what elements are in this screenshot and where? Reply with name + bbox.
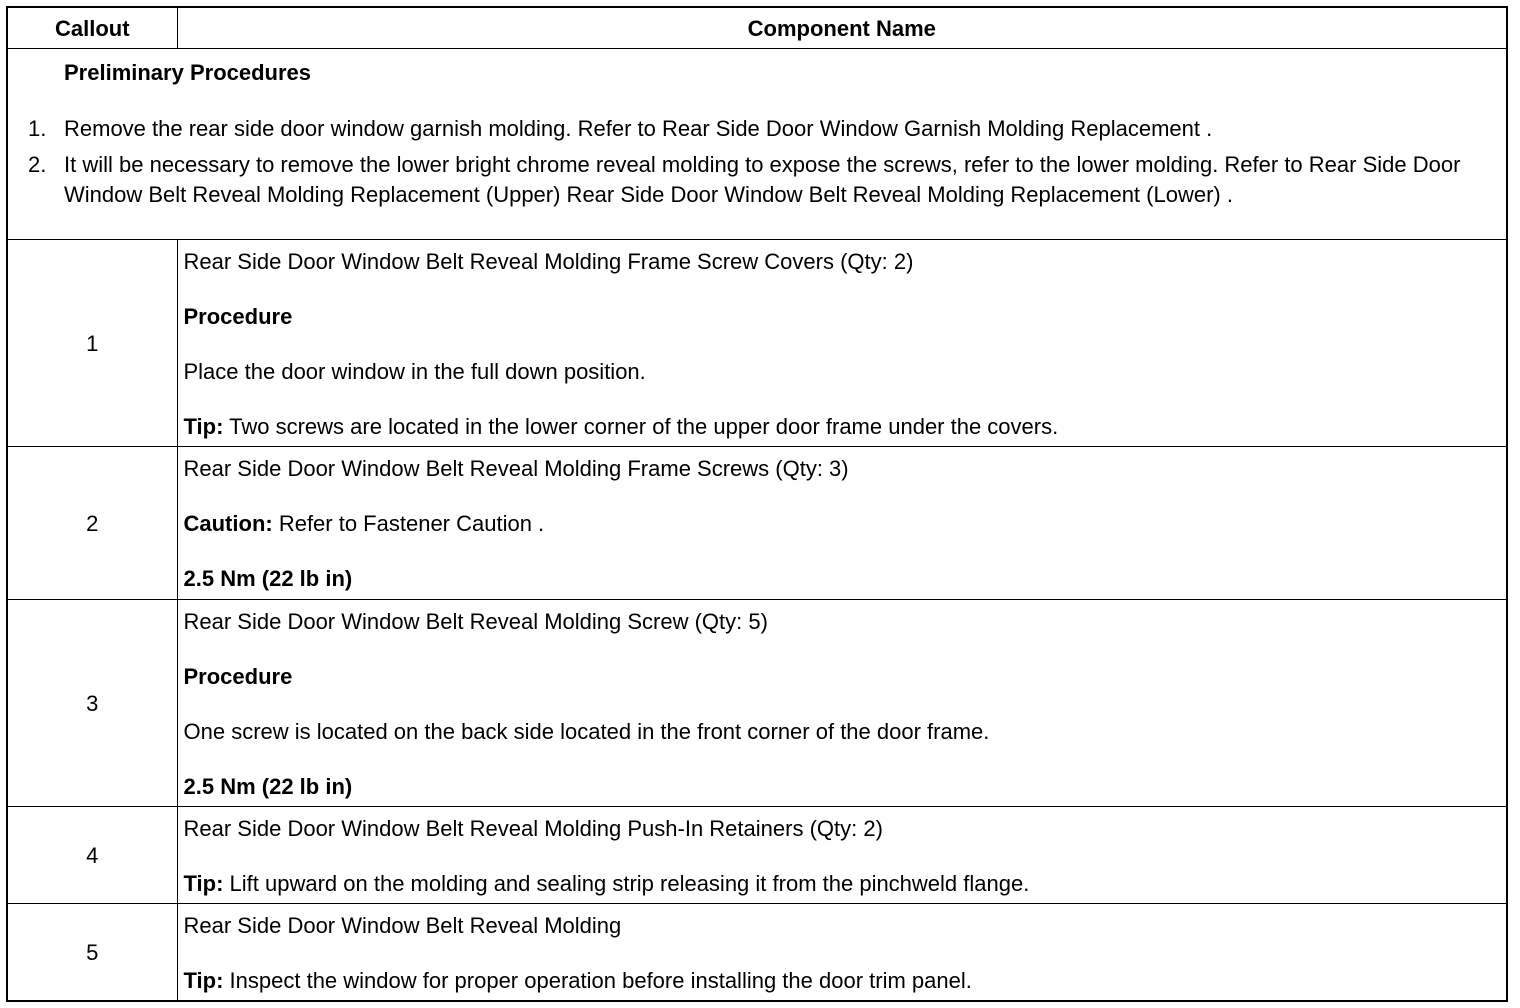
preliminary-list xyxy=(8,114,1506,210)
torque-spec: 2.5 Nm (22 lb in) xyxy=(183,566,353,591)
preliminary-step xyxy=(8,114,1506,144)
tip xyxy=(184,413,1497,440)
tip-text: Inspect the window for proper operation before installing the door trim panel. xyxy=(223,968,972,993)
callout-cell: 5 xyxy=(7,904,177,1002)
step-text: Remove the rear side door window garnish molding. Refer to Rear Side Door Window Garnish Molding Replacement . xyxy=(64,116,1213,141)
procedure-text: Place the door window in the full down position. xyxy=(183,359,646,384)
tip xyxy=(184,870,1497,897)
step-number: 1. xyxy=(28,116,47,141)
component-table xyxy=(6,6,1508,1002)
procedure-text: One screw is located on the back side located in the front corner of the door frame. xyxy=(183,719,990,744)
table-header-row xyxy=(7,7,1507,49)
table-row xyxy=(7,904,1507,1002)
component-name-header: Component Name xyxy=(177,7,1507,49)
table-row xyxy=(7,447,1507,600)
caution-label: Caution: xyxy=(183,511,273,536)
torque-spec: 2.5 Nm (22 lb in) xyxy=(183,774,353,799)
component-cell xyxy=(177,600,1507,807)
procedure-label: Procedure xyxy=(183,304,293,329)
tip-label: Tip: xyxy=(183,871,224,896)
tip-label: Tip: xyxy=(183,414,224,439)
preliminary-cell xyxy=(7,49,1507,240)
callout-header: Callout xyxy=(7,7,177,49)
tip-label: Tip: xyxy=(183,968,224,993)
procedure-label: Procedure xyxy=(183,664,293,689)
component-name: Rear Side Door Window Belt Reveal Molding Screw (Qty: 5) xyxy=(183,609,768,634)
callout-cell: 4 xyxy=(7,807,177,904)
tip xyxy=(184,967,1497,994)
component-name: Rear Side Door Window Belt Reveal Molding xyxy=(183,913,622,938)
component-cell xyxy=(177,240,1507,447)
table-row xyxy=(7,807,1507,904)
component-cell xyxy=(177,904,1507,1002)
component-name: Rear Side Door Window Belt Reveal Molding Push-In Retainers (Qty: 2) xyxy=(183,816,883,841)
step-text: It will be necessary to remove the lower bright chrome reveal molding to expose the screws, refer to the lower molding. Refer to Rear Side Door Window Belt Reveal Molding Replacement (Upper) Rear Side Door Window Belt Reveal Molding Replacement (Lower) . xyxy=(64,152,1461,207)
callout-cell: 1 xyxy=(7,240,177,447)
caution-text: Refer to Fastener Caution . xyxy=(272,511,545,536)
preliminary-row xyxy=(7,49,1507,240)
component-name: Rear Side Door Window Belt Reveal Molding Frame Screw Covers (Qty: 2) xyxy=(183,249,914,274)
table-row xyxy=(7,240,1507,447)
preliminary-step xyxy=(8,150,1506,210)
tip-text: Two screws are located in the lower corner of the upper door frame under the covers. xyxy=(223,414,1059,439)
component-cell xyxy=(177,807,1507,904)
callout-cell: 2 xyxy=(7,447,177,600)
tip-text: Lift upward on the molding and sealing strip releasing it from the pinchweld flange. xyxy=(223,871,1030,896)
component-name: Rear Side Door Window Belt Reveal Molding Frame Screws (Qty: 3) xyxy=(183,456,849,481)
caution xyxy=(184,510,1497,537)
component-cell xyxy=(177,447,1507,600)
step-number: 2. xyxy=(28,152,47,177)
callout-cell: 3 xyxy=(7,600,177,807)
preliminary-title: Preliminary Procedures xyxy=(64,60,312,85)
table-row xyxy=(7,600,1507,807)
